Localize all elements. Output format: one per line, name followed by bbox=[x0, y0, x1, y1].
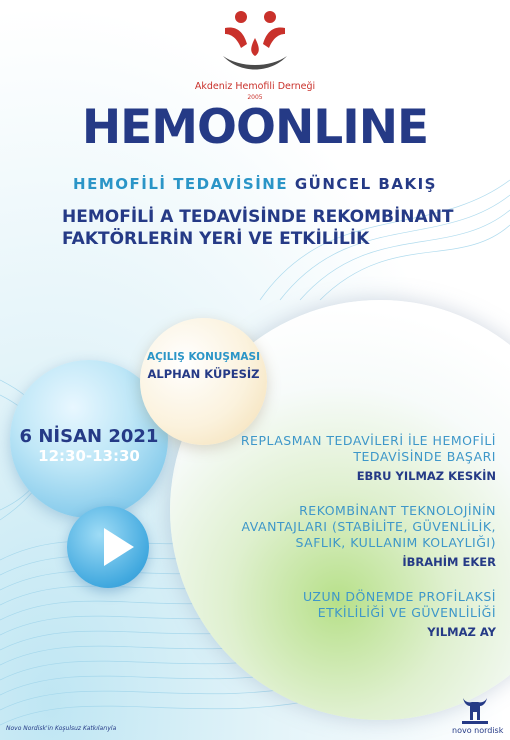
talk-title bbox=[176, 589, 496, 621]
opening-label: AÇILIŞ KONUŞMASI bbox=[146, 351, 261, 363]
apis-bull-logo-icon bbox=[460, 694, 490, 726]
talk-speaker: EBRU YILMAZ KESKİN bbox=[356, 469, 496, 483]
association-name: Akdeniz Hemofili Derneği bbox=[194, 81, 316, 92]
talk-title-line: ETKİLİLİĞİ VE GÜVENLİLİĞİ bbox=[317, 605, 496, 620]
talk-title-line: AVANTAJLARI (STABİLİTE, GÜVENLİLİK, bbox=[241, 519, 496, 534]
talk-title bbox=[176, 433, 496, 465]
subtitle-part2: GÜNCEL BAKIŞ bbox=[294, 175, 437, 193]
talk-speaker: İBRAHİM EKER bbox=[402, 555, 496, 569]
two-figures-drop-logo-icon bbox=[215, 8, 295, 78]
talk-title-line: REPLASMAN TEDAVİLERİ İLE HEMOFİLİ bbox=[240, 433, 496, 448]
subtitle-part1: HEMOFİLİ TEDAVİSİNE bbox=[73, 175, 289, 193]
talk-title-line: TEDAVİSİNDE BAŞARI bbox=[353, 449, 496, 464]
brand-title: HEMOONLINE bbox=[81, 100, 429, 155]
event-title bbox=[62, 206, 482, 250]
talk-speaker: YILMAZ AY bbox=[427, 625, 496, 639]
opening-speaker: ALPHAN KÜPESİZ bbox=[147, 367, 260, 381]
talk-item bbox=[176, 589, 496, 641]
event-time: 12:30-13:30 bbox=[38, 447, 140, 465]
sponsor-note: Novo Nordisk'in Koşulsuz Katkılarıyla bbox=[6, 725, 117, 732]
association-year: 2005 bbox=[247, 94, 263, 101]
sponsor-logo-text: novo nordisk bbox=[452, 726, 504, 735]
subtitle bbox=[0, 175, 510, 193]
talk-title-line: REKOMBİNANT TEKNOLOJİNİN bbox=[299, 503, 496, 518]
talk-title bbox=[176, 503, 496, 551]
play-icon[interactable] bbox=[104, 528, 134, 566]
event-title-line1: HEMOFİLİ A TEDAVİSİNDE REKOMBİNANT bbox=[62, 207, 454, 227]
talk-item bbox=[176, 503, 496, 571]
talk-title-line: SAFLIK, KULLANIM KOLAYLIĞI) bbox=[295, 535, 496, 550]
talk-title-line: UZUN DÖNEMDE PROFİLAKSİ bbox=[302, 589, 496, 604]
talk-list bbox=[176, 433, 496, 659]
event-date: 6 NİSAN 2021 bbox=[19, 426, 159, 447]
talk-item bbox=[176, 433, 496, 485]
event-title-line2: FAKTÖRLERİN YERİ VE ETKİLİLİK bbox=[62, 229, 370, 249]
